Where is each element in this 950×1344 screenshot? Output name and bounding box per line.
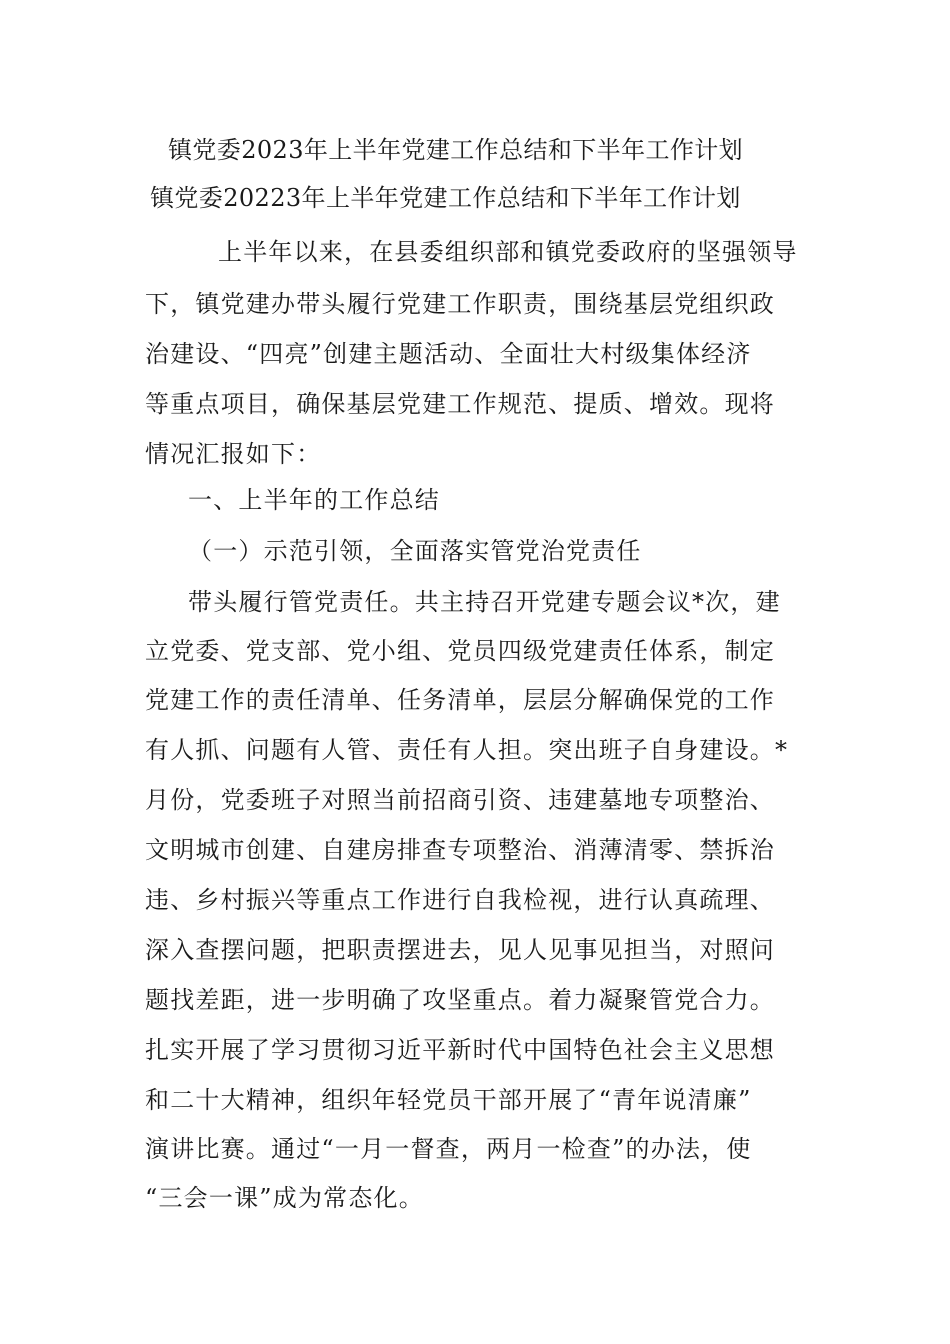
intro-line: 等重点项目，确保基层党建工作规范、提质、增效。现将 bbox=[145, 390, 775, 418]
body-line: 和二十大精神，组织年轻党员干部开展了“青年说清廉” bbox=[145, 1086, 752, 1114]
body-line: 有人抓、问题有人管、责任有人担。突出班子自身建设。* bbox=[145, 736, 789, 764]
intro-line: 情况汇报如下： bbox=[145, 440, 322, 468]
intro-line: 治建设、“四亮”创建主题活动、全面壮大村级集体经济 bbox=[145, 340, 752, 368]
body-line: 深入查摆问题，把职责摆进去，见人见事见担当，对照问 bbox=[145, 936, 775, 964]
body-line: 带头履行管党责任。共主持召开党建专题会议*次，建 bbox=[188, 588, 781, 616]
document-title: 镇党委2023年上半年党建工作总结和下半年工作计划 bbox=[168, 136, 744, 164]
intro-line: 上半年以来，在县委组织部和镇党委政府的坚强领导 bbox=[218, 238, 798, 266]
body-line: 演讲比赛。通过“一月一督查，两月一检查”的办法，使 bbox=[145, 1135, 752, 1163]
body-line: 月份，党委班子对照当前招商引资、违建墓地专项整治、 bbox=[145, 786, 775, 814]
section-heading: 一、上半年的工作总结 bbox=[188, 486, 440, 514]
body-line: 党建工作的责任清单、任务清单，层层分解确保党的工作 bbox=[145, 686, 775, 714]
body-line: 题找差距，进一步明确了攻坚重点。着力凝聚管党合力。 bbox=[145, 986, 775, 1014]
body-line: 文明城市创建、自建房排查专项整治、消薄清零、禁拆治 bbox=[145, 836, 775, 864]
body-line: 违、乡村振兴等重点工作进行自我检视，进行认真疏理、 bbox=[145, 886, 775, 914]
body-line: 扎实开展了学习贯彻习近平新时代中国特色社会主义思想 bbox=[145, 1036, 775, 1064]
intro-line: 下，镇党建办带头履行党建工作职责，围绕基层党组织政 bbox=[145, 290, 775, 318]
subsection-heading: （一）示范引领，全面落实管党治党责任 bbox=[188, 537, 642, 565]
body-line: “三会一课”成为常态化。 bbox=[145, 1184, 424, 1212]
document-subtitle: 镇党委20223年上半年党建工作总结和下半年工作计划 bbox=[150, 184, 741, 212]
body-line: 立党委、党支部、党小组、党员四级党建责任体系，制定 bbox=[145, 637, 775, 665]
